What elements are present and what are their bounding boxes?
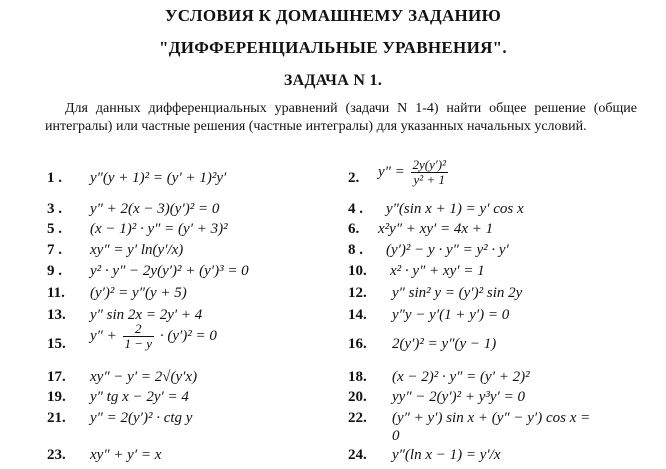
problem-number: 5 . (47, 221, 62, 237)
problem-number: 13. (47, 307, 66, 323)
problem-equation: y″ + 2(x − 3)(y′)² = 0 (90, 201, 220, 217)
problem-equation: (y″ + y′) sin x + (y″ − y′) cos x = (392, 410, 591, 426)
problem-equation: xy″ + y′ = x (90, 447, 162, 463)
problem-number: 18. (348, 369, 367, 385)
problem-number: 14. (348, 307, 367, 323)
problem-number: 6. (348, 221, 360, 237)
problem-number: 24. (348, 447, 367, 463)
problem-equation: (x − 1)² · y″ = (y′ + 3)² (90, 221, 228, 237)
problem-number: 15. (47, 336, 66, 352)
problem-equation-continuation: 0 (392, 428, 400, 444)
document-title: УСЛОВИЯ К ДОМАШНЕМУ ЗАДАНИЮ (164, 6, 502, 25)
problem-equation: y″ sin 2x = 2y′ + 4 (90, 307, 203, 323)
problem-equation: yy″ − 2(y′)² + y³y′ = 0 (392, 389, 525, 405)
problem-equation: y″(ln x − 1) = y′/x (392, 447, 501, 463)
problem-number: 8 . (348, 242, 363, 258)
problem-equation: xy″ = y′ ln(y′/x) (90, 242, 184, 258)
problem-number: 10. (348, 263, 367, 279)
problem-equation: y″ tg x − 2y′ = 4 (90, 389, 189, 405)
problem-equation: x² · y″ + xy′ = 1 (390, 263, 485, 279)
problem-number: 3 . (47, 201, 62, 217)
problem-number: 1 . (47, 170, 62, 186)
problem-number: 2. (348, 170, 360, 186)
problem-equation: y² · y″ − 2y(y′)² + (y′)³ = 0 (90, 263, 249, 279)
problem-equation: y″(sin x + 1) = y′ cos x (386, 201, 524, 217)
problem-number: 16. (348, 336, 367, 352)
problem-number: 4 . (348, 201, 363, 217)
task-heading: ЗАДАЧА N 1. (283, 72, 383, 89)
problem-number: 12. (348, 285, 367, 301)
problem-equation: y″y − y′(1 + y′) = 0 (392, 307, 510, 323)
problem-equation: (y′)² = y″(y + 5) (90, 285, 187, 301)
problem-number: 21. (47, 410, 66, 426)
problem-number: 22. (348, 410, 367, 426)
problem-number: 17. (47, 369, 66, 385)
problem-equation: y″ + $\frac{2}{1 - y}$ · (y′)² = 0 (90, 321, 217, 351)
problem-number: 7 . (47, 242, 62, 258)
problem-equation: 2(y′)² = y″(y − 1) (392, 336, 497, 352)
problem-number: 11. (47, 285, 65, 301)
problem-equation: (y′)² − y · y″ = y² · y′ (386, 242, 509, 258)
problem-number: 20. (348, 389, 367, 405)
problem-number: 19. (47, 389, 66, 405)
problem-equation: y″(y + 1)² = (y′ + 1)²y′ (90, 170, 227, 186)
problem-equation: (x − 2)² · y″ = (y′ + 2)² (392, 369, 530, 385)
task-instructions: Для данных дифференциальных уравнений (задачи N 1-4) найти общее решение (общие интегралы) или частные решения (частные интегралы) для указанных начальных условий. (45, 101, 637, 134)
document-subtitle: "ДИФФЕРЕНЦИАЛЬНЫЕ УРАВНЕНИЯ". (159, 38, 507, 57)
problem-number: 9 . (47, 263, 62, 279)
problem-equation: x²y″ + xy′ = 4x + 1 (378, 221, 494, 237)
problem-equation: y″ = 2(y′)² · ctg y (90, 410, 193, 426)
problem-number: 23. (47, 447, 66, 463)
problem-equation: y″ = $\frac{\text{2y(y′)²}}{\text{y² + 1}}$ (378, 157, 446, 187)
problem-equation: y″ sin² y = (y′)² sin 2y (392, 285, 523, 301)
problem-equation: xy″ − y′ = 2√(y′x) (90, 369, 198, 385)
